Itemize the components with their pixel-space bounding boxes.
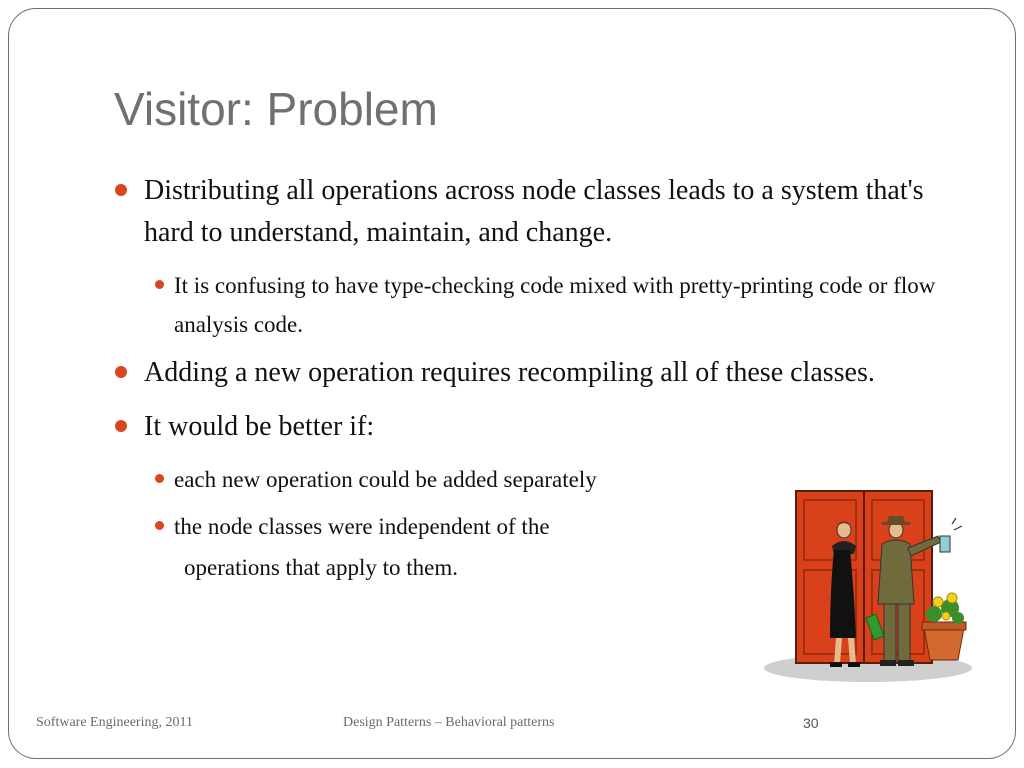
bullet-adding-operation bbox=[112, 352, 972, 394]
couple-at-door-clipart-icon bbox=[762, 488, 974, 688]
bullet-text: It would be better if: bbox=[144, 411, 375, 442]
bullet-better-if bbox=[112, 406, 972, 448]
bullet-dot-icon bbox=[115, 420, 127, 432]
sub-bullet-confusing-code bbox=[112, 266, 972, 344]
bullet-text: Distributing all operations across node classes leads to a system that's hard to understand, maintain, and change. bbox=[144, 175, 924, 248]
bullet-distributing-operations bbox=[112, 170, 972, 254]
bullet-text: It is confusing to have type-checking code mixed with pretty-printing code or flow analysis code. bbox=[174, 273, 936, 337]
bullet-dot-icon bbox=[155, 521, 164, 530]
page-number: 30 bbox=[803, 715, 819, 731]
slide-title: Visitor: Problem bbox=[114, 83, 438, 135]
footer-course: Software Engineering, 2011 bbox=[36, 715, 193, 730]
footer-topic: Design Patterns – Behavioral patterns bbox=[343, 715, 555, 730]
bullet-text: each new operation could be added separately bbox=[174, 467, 597, 492]
bullet-text: Adding a new operation requires recompiling all of these classes. bbox=[144, 357, 875, 388]
bullet-dot-icon bbox=[115, 366, 127, 378]
bullet-dot-icon bbox=[115, 184, 127, 196]
sub-bullet-continuation: operations that apply to them. bbox=[184, 555, 459, 580]
bullet-dot-icon bbox=[155, 474, 164, 483]
bullet-dot-icon bbox=[155, 280, 164, 289]
bullet-text: the node classes were independent of the bbox=[174, 514, 550, 539]
